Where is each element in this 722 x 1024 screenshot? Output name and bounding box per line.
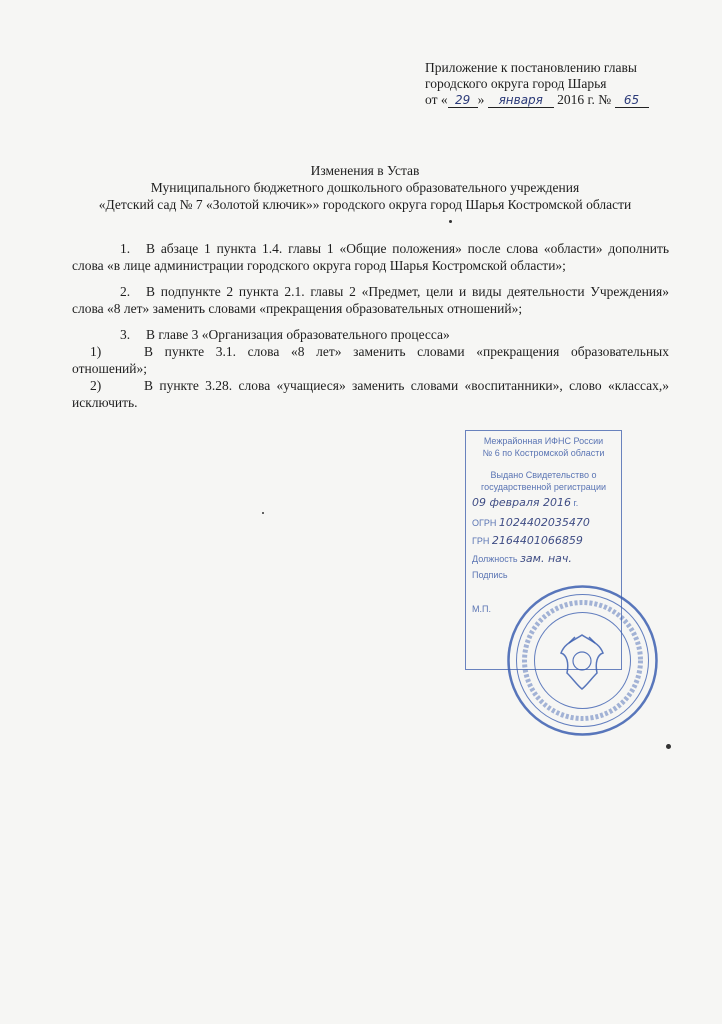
stamp-grn xyxy=(472,535,615,547)
stamp-date xyxy=(472,497,615,509)
document-title xyxy=(60,162,670,213)
document-body xyxy=(72,240,669,411)
stamp-grn-label: ГРН xyxy=(472,536,490,546)
date-prefix: от « xyxy=(425,92,448,107)
header-date-line xyxy=(425,92,705,108)
title-line-1: Изменения в Устав xyxy=(310,163,420,178)
annex-header xyxy=(425,60,705,108)
stamp-issued-1: Выдано Свидетельство о xyxy=(490,470,597,480)
item-number: 2. xyxy=(120,284,131,299)
date-day: 29 xyxy=(448,93,478,108)
stamp-org-2: № 6 по Костромской области xyxy=(482,448,605,458)
stamp-grn-value: 2164401066859 xyxy=(491,535,583,547)
item-1 xyxy=(72,240,669,274)
speck xyxy=(666,744,671,749)
item-number: 1. xyxy=(120,241,131,256)
item-3 xyxy=(72,326,669,343)
subitem-number: 2) xyxy=(90,378,102,393)
title-line-2: Муниципального бюджетного дошкольного образовательного учреждения xyxy=(150,180,580,195)
stamp-signature xyxy=(472,569,615,581)
stamp-date-suffix: г. xyxy=(573,498,579,508)
stamp-ogrn-label: ОГРН xyxy=(472,518,497,528)
item-text: В абзаце 1 пункта 1.4. главы 1 «Общие положения» после слова «области» дополнить слова «в лице администрации городского округа город Шарья Костромской области»; xyxy=(72,241,669,273)
date-month: января xyxy=(488,93,554,108)
stamp-position-value: зам. нач. xyxy=(520,553,572,565)
subitem-text: В пункте 3.28. слова «учащиеся» заменить словами «воспитанники», слово «классах,» исключить. xyxy=(72,378,669,410)
date-year: 2016 г. № xyxy=(557,92,612,107)
stamp-date-hw: 09 февраля 2016 xyxy=(472,497,572,509)
stamp-mp: М.П. xyxy=(472,604,491,614)
header-line-1: Приложение к постановлению главы xyxy=(425,60,637,75)
item-text: В главе 3 «Организация образовательного процесса» xyxy=(146,327,450,342)
stamp-org-1: Межрайонная ИФНС России xyxy=(483,436,604,446)
subitem-text: В пункте 3.1. слова «8 лет» заменить словами «прекращения образовательных отношений»; xyxy=(72,344,669,376)
stamp-signature-label: Подпись xyxy=(472,570,508,580)
subitem-1 xyxy=(72,343,669,377)
speck xyxy=(262,512,264,514)
subitem-2 xyxy=(72,377,669,411)
header-line-2: городского округа город Шарья xyxy=(425,76,607,91)
stamp-position xyxy=(472,553,615,565)
speck xyxy=(449,220,452,223)
item-2 xyxy=(72,283,669,317)
decree-number: 65 xyxy=(615,93,649,108)
title-line-3: «Детский сад № 7 «Золотой ключик»» городского округа город Шарья Костромской области xyxy=(98,197,632,212)
stamp-position-label: Должность xyxy=(472,554,518,564)
item-text: В подпункте 2 пункта 2.1. главы 2 «Предмет, цели и виды деятельности Учреждения» слова «8 лет» заменить словами «прекращения образовательных отношений»; xyxy=(72,284,669,316)
date-mid: » xyxy=(477,92,485,107)
stamp-ogrn xyxy=(472,517,615,529)
stamp-issued-2: государственной регистрации xyxy=(481,482,606,492)
subitem-number: 1) xyxy=(90,344,102,359)
round-seal-icon xyxy=(505,583,660,738)
stamp-ogrn-value: 1024402035470 xyxy=(498,517,590,529)
item-number: 3. xyxy=(120,327,131,342)
